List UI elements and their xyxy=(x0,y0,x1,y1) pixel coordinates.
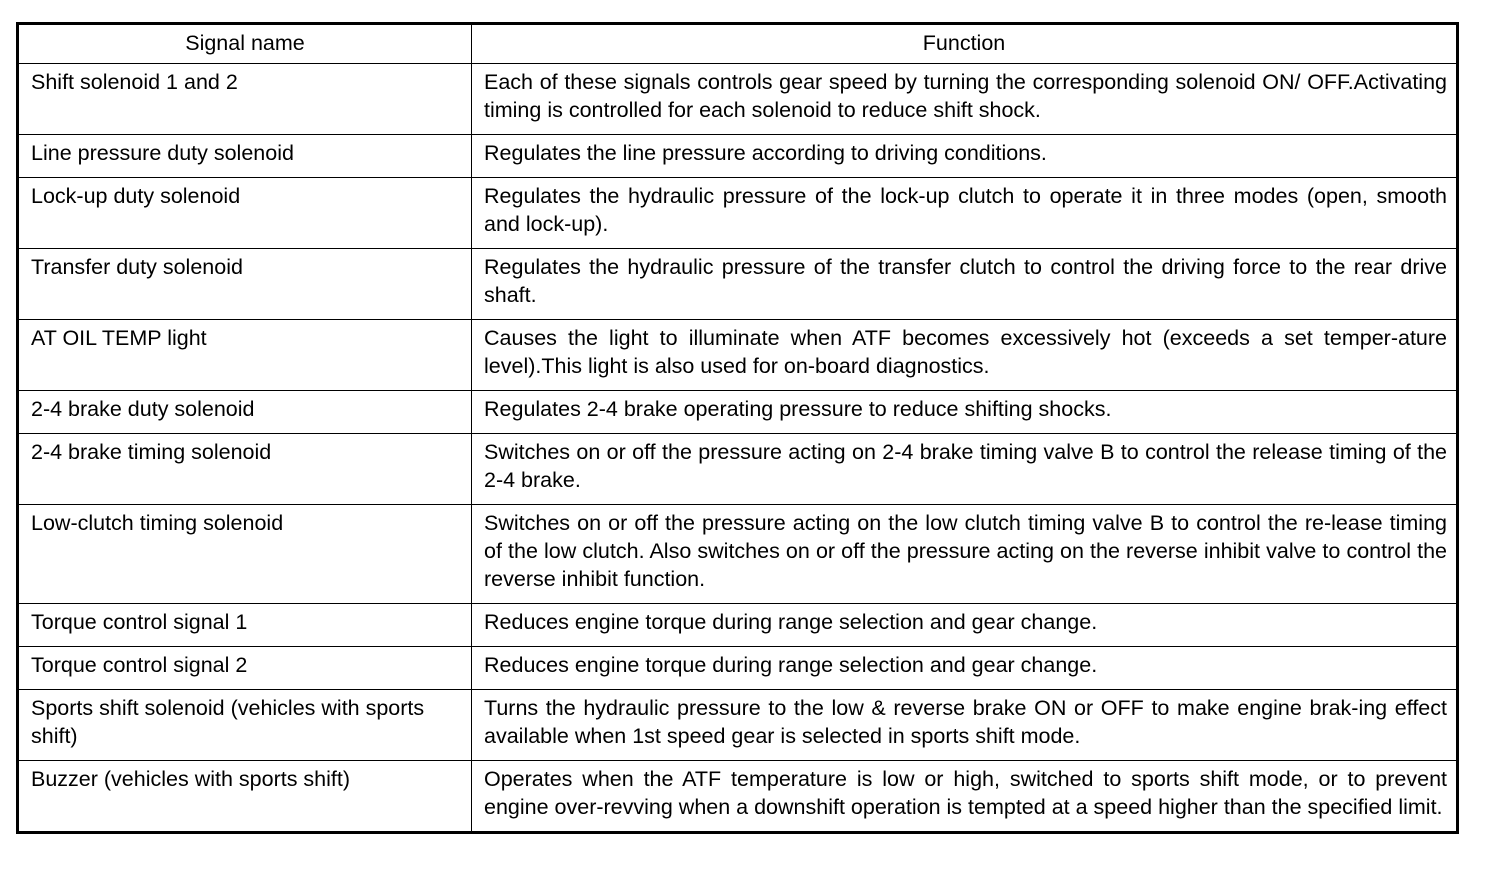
signal-name-cell: AT OIL TEMP light xyxy=(18,320,472,391)
signal-name-cell: Buzzer (vehicles with sports shift) xyxy=(18,761,472,833)
table-row xyxy=(18,320,1458,391)
signal-name-cell: Torque control signal 2 xyxy=(18,647,472,690)
function-cell: Causes the light to illuminate when ATF becomes excessively hot (exceeds a set temper-ature level).This light is also used for on-board diagnostics. xyxy=(472,320,1458,391)
signal-name-cell: Sports shift solenoid (vehicles with sports shift) xyxy=(18,690,472,761)
function-cell: Operates when the ATF temperature is low or high, switched to sports shift mode, or to prevent engine over-revving when a downshift operation is tempted at a speed higher than the specified limit. xyxy=(472,761,1458,833)
table-row xyxy=(18,64,1458,135)
signal-name-cell: Line pressure duty solenoid xyxy=(18,135,472,178)
function-cell: Turns the hydraulic pressure to the low & reverse brake ON or OFF to make engine brak-ing effect available when 1st speed gear is selected in sports shift mode. xyxy=(472,690,1458,761)
signal-name-cell: Transfer duty solenoid xyxy=(18,249,472,320)
signal-name-cell: Low-clutch timing solenoid xyxy=(18,505,472,604)
function-cell: Regulates the hydraulic pressure of the lock-up clutch to operate it in three modes (open, smooth and lock-up). xyxy=(472,178,1458,249)
function-cell: Regulates the hydraulic pressure of the transfer clutch to control the driving force to the rear drive shaft. xyxy=(472,249,1458,320)
table-header-row xyxy=(18,24,1458,64)
table-row xyxy=(18,690,1458,761)
table-row xyxy=(18,434,1458,505)
function-cell: Regulates the line pressure according to driving conditions. xyxy=(472,135,1458,178)
header-signal-name: Signal name xyxy=(18,24,472,64)
signal-name-cell: 2-4 brake duty solenoid xyxy=(18,391,472,434)
signal-name-cell: Shift solenoid 1 and 2 xyxy=(18,64,472,135)
signal-name-cell: Torque control signal 1 xyxy=(18,604,472,647)
table-row xyxy=(18,135,1458,178)
signal-name-cell: Lock-up duty solenoid xyxy=(18,178,472,249)
function-cell: Each of these signals controls gear speed by turning the corresponding solenoid ON/ OFF.Activating timing is controlled for each solenoid to reduce shift shock. xyxy=(472,64,1458,135)
signal-name-cell: 2-4 brake timing solenoid xyxy=(18,434,472,505)
function-cell: Reduces engine torque during range selection and gear change. xyxy=(472,647,1458,690)
header-function: Function xyxy=(472,24,1458,64)
function-cell: Regulates 2-4 brake operating pressure to reduce shifting shocks. xyxy=(472,391,1458,434)
table-row xyxy=(18,505,1458,604)
table-row xyxy=(18,604,1458,647)
function-cell: Switches on or off the pressure acting on the low clutch timing valve B to control the re-lease timing of the low clutch. Also switches on or off the pressure acting on the reverse inhibit valve to control the reverse inhibit function. xyxy=(472,505,1458,604)
function-cell: Reduces engine torque during range selection and gear change. xyxy=(472,604,1458,647)
table-row xyxy=(18,249,1458,320)
signal-function-table xyxy=(16,22,1459,834)
table-row xyxy=(18,391,1458,434)
table-row xyxy=(18,761,1458,833)
table-row xyxy=(18,178,1458,249)
table-row xyxy=(18,647,1458,690)
function-cell: Switches on or off the pressure acting on 2-4 brake timing valve B to control the release timing of the 2-4 brake. xyxy=(472,434,1458,505)
